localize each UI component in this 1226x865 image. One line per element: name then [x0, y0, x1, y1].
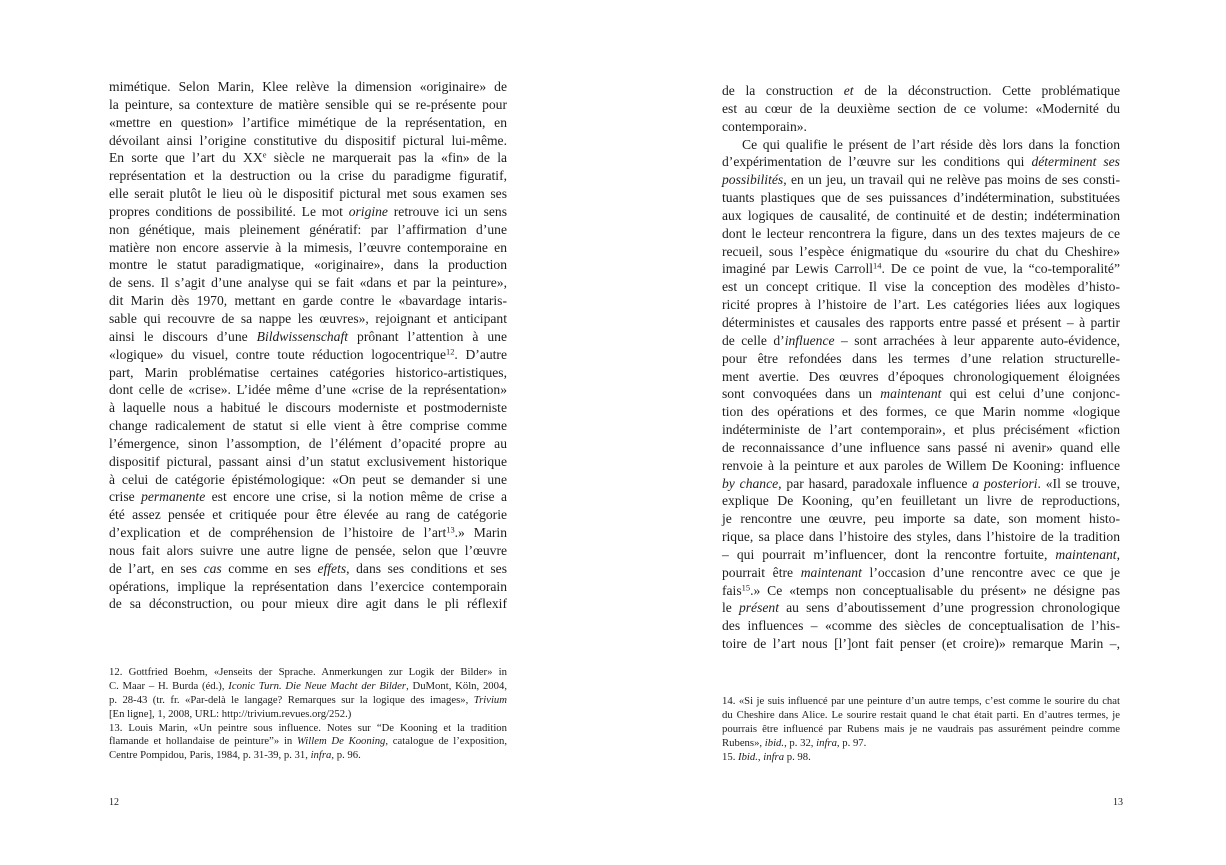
- text-run: – qui pourrait m’influencer, dont la rencontre fortuite,: [722, 546, 1056, 562]
- text-run: retrouve ici un sens: [387, 203, 507, 219]
- text-line: [722, 617, 1120, 635]
- text-run: 13. Louis Marin, «Un peintre sous influence. Notes sur “De Kooning et la tradition: [109, 721, 507, 734]
- text-run: ,: [1116, 546, 1120, 562]
- text-run: été assez pensée et critiquée pour être élevée au rang de catégorie: [109, 507, 507, 523]
- text-run: pourrais être influencé par Rubens mais je ne vaudrais pas assurément peindre comme: [722, 722, 1120, 735]
- text-run: – sont arrachées à leur apparente auto-évidence,: [834, 332, 1121, 348]
- footnote-line: [109, 708, 507, 722]
- text-run: dispositif pictural, passant ainsi d’un statut exclusivement historique: [109, 453, 507, 469]
- italic-text: possibilités: [722, 172, 784, 188]
- text-run: ricité propres à l’histoire de l’art. Les catégories liées aux logiques: [722, 297, 1120, 313]
- text-run: de la construction: [722, 83, 844, 98]
- text-run: montre le statut paradigmatique, «originaire», dans la production: [109, 257, 507, 273]
- text-run: 14. «Si je suis influencé par une peinture d’un autre temps, c’est comme le sourire du chat: [722, 695, 1120, 707]
- text-run: par hasard, paradoxale influence: [781, 475, 973, 491]
- text-run: 15.: [722, 750, 739, 763]
- text-line: [722, 475, 1120, 493]
- text-run: siècle ne marquerait pas la «fin» de la: [266, 150, 508, 166]
- text-line: [722, 278, 1120, 296]
- text-line: [722, 457, 1120, 475]
- text-line: [722, 189, 1120, 207]
- page-number: 12: [109, 797, 119, 808]
- text-run: de sa déconstruction, ou pour mieux dire agit dans le pli réflexif: [109, 596, 507, 612]
- text-line: [109, 346, 507, 364]
- text-run: toire de l’art nous [l’]ont fait penser (et croire)» remarque Marin –,: [722, 636, 1120, 652]
- text-line: [722, 118, 1120, 136]
- text-line: [109, 399, 507, 417]
- text-run: au sens d’aboutissement d’une progression chronologique: [778, 600, 1120, 616]
- text-line: [109, 96, 507, 114]
- text-run: dévoilant ainsi l’origine constitutive du dispositif pictural lui-même.: [109, 132, 507, 148]
- text-run: comme en ses: [221, 560, 318, 576]
- text-run: aux logiques de causalité, de continuité et de destin; indétermination: [722, 207, 1120, 223]
- text-run: d’explication et de compréhension de l’histoire de l’art: [109, 525, 447, 541]
- text-run: pour être refondées dans les termes d’une relation structurelle-: [722, 350, 1120, 366]
- text-run: fais: [722, 582, 742, 598]
- text-run: le: [722, 600, 739, 616]
- text-line: [109, 417, 507, 435]
- text-line: [722, 207, 1120, 225]
- text-run: tion des opérations et des formes, ce que Marin nomme «logique: [722, 404, 1120, 420]
- text-line: [109, 506, 507, 524]
- text-run: ainsi le discours d’une: [109, 328, 257, 344]
- footnote-line: [722, 723, 1120, 737]
- text-run: indéterministe de l’art contemporain», et plus précisément «fiction: [722, 422, 1120, 438]
- italic-text: infra: [816, 736, 837, 749]
- text-run: «mettre en question» l’artifice mimétique de la représentation, en: [109, 114, 507, 130]
- text-run: dit Marin dès 1970, mettant en garde contre le «bavardage intaris-: [109, 293, 507, 309]
- footnote-line: [722, 737, 1120, 751]
- text-run: , catalogue de l’exposition,: [385, 735, 507, 748]
- text-run: dont le lecteur rencontrera la figure, dans un des textes majeurs de ce: [722, 225, 1120, 241]
- text-run: du Cheshire dans Alice. Le sourire restait quand le chat était parti. En d’autres termes, je: [722, 708, 1120, 721]
- text-line: [109, 560, 507, 578]
- text-run: l’occasion d’une rencontre avec ce que je: [861, 564, 1121, 580]
- italic-text: maintenant: [880, 386, 942, 402]
- text-run: opérations, implique la représentation dans l’exercice contemporain: [109, 578, 507, 594]
- text-run: pourrait être: [722, 564, 801, 580]
- text-run: nous fait alors suivre une autre ligne de pensée, selon que l’œuvre: [109, 542, 507, 558]
- text-run: , DuMont, Köln, 2004,: [406, 679, 507, 692]
- footnote-ref: 15: [741, 582, 751, 592]
- text-run: l’émergence, sinon l’assomption, de l’élément d’opacité propre au: [109, 435, 507, 451]
- text-line: [722, 599, 1120, 617]
- text-run: , p. 97.: [836, 736, 867, 749]
- text-line: [722, 350, 1120, 368]
- text-run: [En ligne], 1, 2008, URL: http://trivium.revues.org/252.): [109, 707, 352, 720]
- footnote-ref: e: [262, 149, 267, 160]
- text-line: [722, 385, 1120, 403]
- text-line: [722, 582, 1120, 600]
- text-run: dont celle de «crise». L’idée même d’une «crise de la représentation»: [109, 382, 507, 398]
- italic-text: effets: [317, 560, 347, 576]
- italic-text: Bildwissenschaft: [256, 328, 349, 344]
- text-line: [109, 239, 507, 257]
- text-run: . D’autre: [454, 346, 507, 362]
- text-run: prônant l’attention à une: [348, 328, 507, 344]
- italic-text: présent: [738, 600, 779, 616]
- text-line: [109, 292, 507, 310]
- italic-text: by chance,: [722, 475, 782, 491]
- text-run: rique, sa place dans l’histoire des styles, dans l’histoire de la tradition: [722, 529, 1120, 545]
- text-run: Centre Pompidou, Paris, 1984, p. 31-39, p. 31,: [109, 749, 311, 762]
- text-line: [722, 635, 1120, 653]
- text-run: des influences – «comme des siècles de conceptualisation de l’his-: [722, 618, 1120, 634]
- text-run: .» Marin: [454, 525, 507, 541]
- text-run: Rubens»,: [722, 736, 765, 749]
- footnote-line: [722, 709, 1120, 723]
- text-line: [722, 260, 1120, 278]
- text-run: ,: [757, 750, 764, 763]
- text-run: explique De Kooning, qu’en feuilletant un livre de reproductions,: [722, 493, 1120, 509]
- text-line: [722, 492, 1120, 510]
- text-run: , en un jeu, un travail qui ne relève pas moins de ses consti-: [783, 172, 1120, 188]
- italic-text: infra: [310, 749, 332, 762]
- text-line: [109, 524, 507, 542]
- text-run: renvoie à la peinture et aux paroles de Willem De Kooning: influence: [722, 457, 1120, 473]
- italic-text: origine: [348, 203, 388, 219]
- italic-text: a posteriori: [972, 475, 1038, 491]
- footnote-line: [109, 680, 507, 694]
- text-run: p. 98.: [784, 750, 811, 763]
- text-line: [109, 328, 507, 346]
- page-number: 13: [1113, 797, 1123, 808]
- text-run: change radicalement de statut si elle vient à être comprise comme: [109, 418, 507, 434]
- text-line: [722, 136, 1120, 154]
- text-line: [722, 368, 1120, 386]
- text-run: de l’art, en ses: [109, 560, 204, 576]
- text-line: [109, 578, 507, 596]
- text-line: [109, 381, 507, 399]
- text-line: [722, 296, 1120, 314]
- text-run: je rencontre une œuvre, peu importe sa date, son moment histo-: [722, 511, 1120, 527]
- text-run: de la déconstruction. Cette problématique: [853, 83, 1120, 98]
- footnote-line: [109, 694, 507, 708]
- footnotes: [722, 695, 1120, 764]
- footnote-line: [109, 749, 507, 763]
- footnote-ref: 12: [446, 346, 455, 357]
- text-run: ment avertie. Des œuvres d’époques chronologiquement éloignées: [722, 368, 1120, 384]
- text-run: elle serait plutôt le lieu où le dispositif pictural met sous examen ses: [109, 186, 507, 202]
- text-line: [109, 149, 507, 167]
- text-run: , dans ses conditions et ses: [346, 560, 507, 576]
- text-line: [722, 546, 1120, 564]
- text-run: de celle d’: [722, 332, 785, 348]
- text-line: [109, 132, 507, 150]
- footnote-line: [109, 735, 507, 749]
- italic-text: permanente: [141, 489, 206, 505]
- text-run: crise: [109, 489, 142, 505]
- text-line: [722, 82, 1120, 100]
- text-run: matière non encore asservie à la mimesis, l’œuvre contemporaine en: [109, 239, 507, 255]
- text-run: est un concept critique. Il vise la conception des modèles d’histo-: [722, 279, 1120, 295]
- text-line: [109, 471, 507, 489]
- text-run: non génétique, mais pleinement génératif: par l’affirmation d’une: [109, 221, 507, 237]
- text-run: représentation et la destruction ou la crise du paradigme figuratif,: [109, 168, 507, 184]
- text-line: [722, 225, 1120, 243]
- italic-text: Iconic Turn. Die Neue Macht der Bilder: [228, 679, 407, 692]
- text-line: [722, 314, 1120, 332]
- text-line: [109, 453, 507, 471]
- text-run: , p. 32,: [784, 736, 817, 749]
- text-run: à laquelle nous a habitué le discours moderniste et postmoderniste: [109, 400, 507, 416]
- body-text: [109, 78, 507, 613]
- text-run: C. Maar – H. Burda (éd.),: [109, 679, 229, 692]
- text-run: qui est celui d’une conjonc-: [941, 386, 1120, 402]
- text-run: de sens. Il s’agit d’une analyse qui se fait «dans et par la peinture»,: [109, 275, 507, 291]
- text-run: p. 28-43 (tr. fr. «Par-delà le langage? Remarques sur la logique des images»,: [109, 693, 474, 706]
- text-line: [722, 100, 1120, 118]
- text-run: contemporain».: [722, 118, 807, 134]
- italic-text: influence: [784, 332, 835, 348]
- footnotes: [109, 666, 507, 763]
- text-run: En sorte que l’art du XX: [109, 150, 263, 166]
- text-run: la peinture, sa contexture de matière sensible qui se re-présente pour: [109, 96, 507, 112]
- text-line: [109, 488, 507, 506]
- text-run: Ce qui qualifie le présent de l’art réside dès lors dans la fonction: [742, 136, 1120, 152]
- text-line: [722, 332, 1120, 350]
- text-run: est encore une crise, si la notion même de crise a: [205, 489, 507, 505]
- text-run: imaginé par Lewis Carroll: [722, 261, 874, 277]
- text-line: [109, 185, 507, 203]
- text-line: [722, 439, 1120, 457]
- text-run: mimétique. Selon Marin, Klee relève la dimension «originaire» de: [109, 79, 507, 94]
- text-run: est au cœur de la deuxième section de ce volume: «Modernité du: [722, 100, 1120, 116]
- italic-text: cas: [203, 560, 222, 576]
- text-line: [722, 403, 1120, 421]
- text-line: [109, 256, 507, 274]
- text-line: [722, 171, 1120, 189]
- text-line: [109, 364, 507, 382]
- text-run: 12. Gottfried Boehm, «Jenseits der Sprache. Anmerkungen zur Logik der Bilder» in: [109, 666, 507, 678]
- text-line: [109, 203, 507, 221]
- body-text: [722, 82, 1120, 653]
- footnote-line: [109, 722, 507, 736]
- text-line: [109, 435, 507, 453]
- text-line: [722, 510, 1120, 528]
- footnote-line: [109, 666, 507, 680]
- text-line: [109, 221, 507, 239]
- footnote-ref: 13: [446, 524, 455, 535]
- italic-text: Ibid.: [738, 750, 758, 763]
- text-run: sable qui recouvre de sa nappe les œuvres», rejoignant et anticipant: [109, 310, 507, 326]
- text-line: [109, 78, 507, 96]
- text-run: sont convoquées dans un: [722, 386, 881, 402]
- text-run: . «Il se trouve,: [1037, 475, 1120, 491]
- footnote-line: [722, 751, 1120, 765]
- text-run: «logique» du visuel, contre toute réduction logocentrique: [109, 346, 446, 362]
- text-line: [722, 421, 1120, 439]
- italic-text: Willem De Kooning: [296, 735, 386, 748]
- text-run: .» Ce «temps non conceptualisable du présent» ne désigne pas: [750, 582, 1120, 598]
- text-line: [722, 243, 1120, 261]
- text-run: à celui de catégorie épistémologique: «On peut se demander si une: [109, 471, 507, 487]
- text-run: recueil, sous l’espèce énigmatique du «sourire du chat du Cheshire»: [722, 243, 1120, 259]
- footnote-line: [722, 695, 1120, 709]
- text-run: de reconnaissance d’une influence sans passé ni avenir» quand elle: [722, 439, 1120, 455]
- page-right: [613, 0, 1226, 865]
- italic-text: ibid.: [764, 736, 785, 749]
- text-line: [722, 564, 1120, 582]
- text-run: propres conditions de possibilité. Le mot: [109, 203, 349, 219]
- text-line: [109, 167, 507, 185]
- text-run: d’expérimentation de l’œuvre sur les conditions qui: [722, 154, 1032, 170]
- italic-text: maintenant: [1055, 546, 1117, 562]
- text-run: . De ce point de vue, la “co-temporalité”: [881, 261, 1120, 277]
- footnote-ref: 14: [873, 260, 882, 271]
- text-line: [722, 528, 1120, 546]
- text-run: tuants plastiques que de ses puissances d’indétermination, substituées: [722, 190, 1120, 206]
- text-line: [109, 542, 507, 560]
- text-line: [109, 274, 507, 292]
- text-run: flamande et hollandaise de peinture”» in: [109, 735, 297, 748]
- text-run: , p. 96.: [331, 749, 361, 762]
- text-line: [109, 595, 507, 613]
- text-line: [109, 114, 507, 132]
- italic-text: et: [843, 83, 854, 98]
- text-line: [109, 310, 507, 328]
- italic-text: infra: [763, 750, 785, 763]
- text-run: part, Marin problématise certaines catégories historico-artistiques,: [109, 364, 507, 380]
- italic-text: déterminent ses: [1031, 154, 1120, 170]
- text-run: déterministes et causales des rapports entre passé et présent – à partir: [722, 314, 1120, 330]
- text-line: [722, 153, 1120, 171]
- italic-text: maintenant: [800, 564, 862, 580]
- italic-text: Trivium: [473, 693, 507, 706]
